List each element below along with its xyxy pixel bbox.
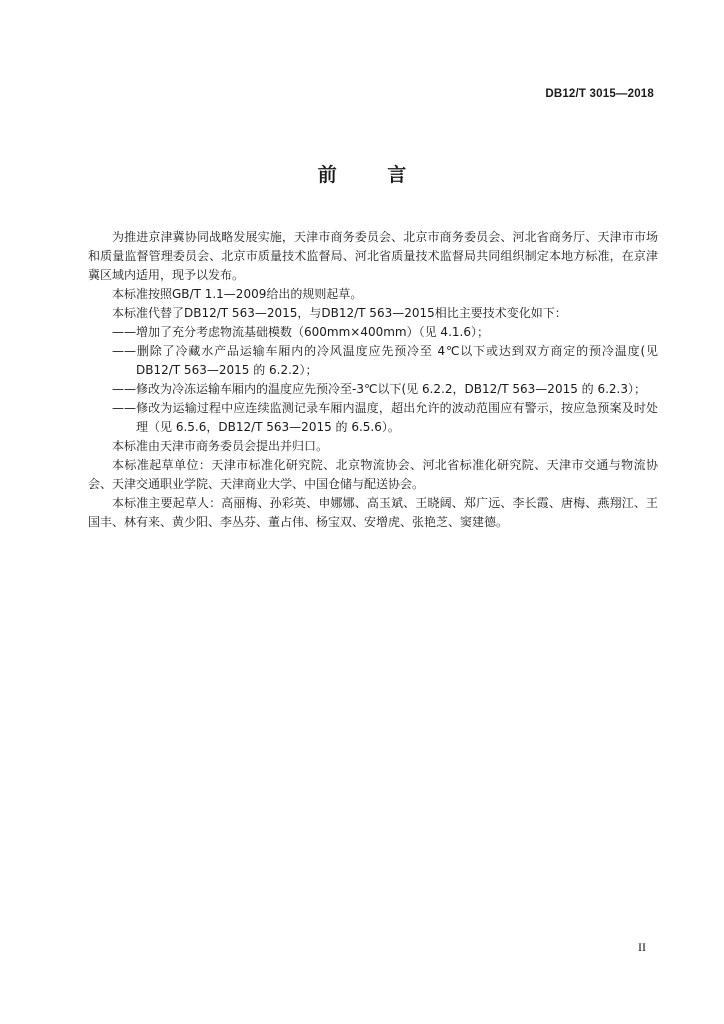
paragraph-drafters: 本标准主要起草人：高丽梅、孙彩英、申娜娜、高玉斌、王晓阔、郑广远、李长霞、唐梅、燕翔江、王国丰、林有来、黄少阳、李丛芬、董占伟、杨宝双、安增虎、张艳芝、窦建德。 — [88, 496, 658, 529]
change-item: ——修改为运输过程中应连续监测记录车厢内温度，超出允许的波动范围应有警示，按应急预案及时处理（见 6.5.6，DB12/T 563—2015 的 6.5.6）。 — [112, 401, 658, 434]
paragraph-proposer: 本标准由天津市商务委员会提出并归口。 — [112, 439, 329, 453]
change-item: ——修改为冷冻运输车厢内的温度应先预冷至-3℃以下(见 6.2.2，DB12/T 563—2015 的 6.2.3）； — [112, 382, 647, 396]
change-item: ——删除了冷藏水产品运输车厢内的冷风温度应先预冷至 4℃以下或达到双方商定的预冷温度(见 DB12/T 563—2015 的 6.2.2）； — [112, 344, 658, 377]
paragraph-intro: 为推进京津冀协同战略发展实施，天津市商务委员会、北京市商务委员会、河北省商务厅、天津市市场和质量监督管理委员会、北京市质量技术监督局、河北省质量技术监督局共同组织制定本地方标准，在京津冀区域内适用，现予以发布。 — [88, 230, 658, 282]
paragraph-drafting-units: 本标准起草单位：天津市标准化研究院、北京物流协会、河北省标准化研究院、天津市交通与物流协会、天津交通职业学院、天津商业大学、中国仓储与配送协会。 — [88, 458, 658, 491]
page-number: II — [638, 940, 646, 954]
standard-code: DB12/T 3015—2018 — [545, 88, 654, 100]
paragraph-drafting-rules: 本标准按照GB/T 1.1—2009给出的规则起草。 — [112, 287, 363, 301]
foreword-body — [88, 228, 658, 532]
paragraph-replacement: 本标准代替了DB12/T 563—2015，与DB12/T 563—2015相比主要技术变化如下： — [112, 306, 567, 320]
change-item: ——增加了充分考虑物流基础模数（600mm×400mm）（见 4.1.6）； — [112, 325, 489, 339]
page-title: 前 言 — [317, 164, 429, 186]
